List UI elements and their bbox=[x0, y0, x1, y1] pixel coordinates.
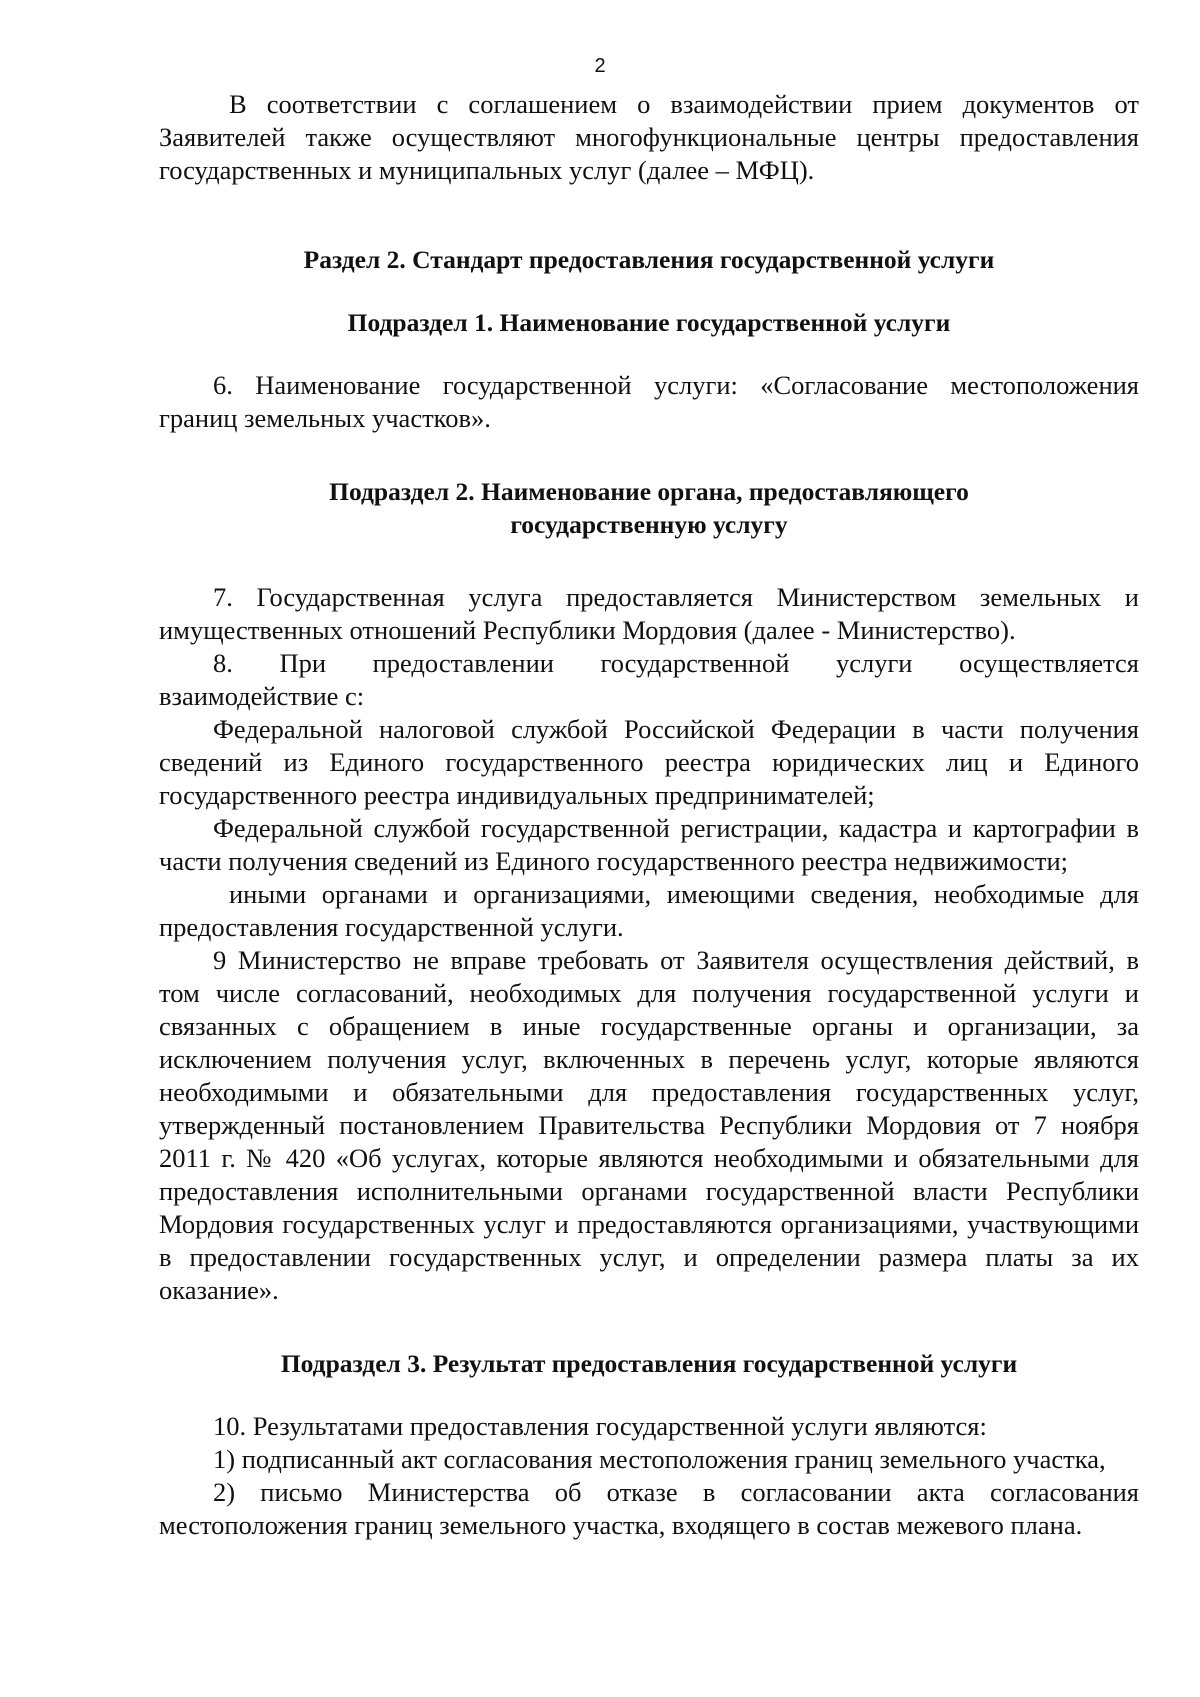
spacer bbox=[159, 1307, 1139, 1347]
spacer bbox=[159, 276, 1139, 306]
document-body bbox=[159, 88, 1139, 1542]
item-8-line-1: 8. При предоставлении государственной услуги осуществляется bbox=[213, 648, 1139, 678]
item-10-result-2: 2) письмо Министерства об отказе в согласовании акта согласования местоположения границ земельного участка, входящего в состав межевого плана. bbox=[159, 1477, 1139, 1540]
page-number: 2 bbox=[594, 55, 606, 77]
item-8-registration-service: Федеральной службой государственной регистрации, кадастра и картографии в части получения сведений из Единого государственного реестра недвижимости; bbox=[159, 813, 1139, 876]
spacer bbox=[159, 339, 1139, 369]
item-7-paragraph: 7. Государственная услуга предоставляется Министерством земельных и имущественных отношений Республики Мордовия (далее - Министерство). bbox=[159, 582, 1139, 645]
item-8-tax-service: Федеральной налоговой службой Российской Федерации в части получения сведений из Единого государственного реестра юридических лиц и Единого государственного реестра индивидуальных предпринимателей; bbox=[159, 714, 1139, 810]
item-6-paragraph: 6. Наименование государственной услуги: «Согласование местоположения границ земельных участков». bbox=[159, 370, 1139, 433]
item-8-other-bodies: иными органами и организациями, имеющими сведения, необходимые для предоставления государственной услуги. bbox=[159, 879, 1139, 942]
spacer bbox=[159, 1380, 1139, 1410]
item-10-paragraph: 10. Результатами предоставления государственной услуги являются: bbox=[213, 1411, 987, 1441]
subsection-1-heading: Подраздел 1. Наименование государственной услуги bbox=[347, 308, 951, 337]
intro-paragraph: В соответствии с соглашением о взаимодействии прием документов от Заявителей также осуществляют многофункциональные центры предоставления государственных и муниципальных услуг (далее – МФЦ). bbox=[159, 89, 1139, 185]
section-2-heading: Раздел 2. Стандарт предоставления государственной услуги bbox=[303, 245, 995, 274]
item-9-paragraph: 9 Министерство не вправе требовать от Заявителя осуществления действий, в том числе согласований, необходимых для получения государственной услуги и связанных с обращением в иные государственные органы и организации, за исключением получения услуг, включенных в перечень услуг, которые являются необходимыми и обязательными для предоставления государственных услуг, утвержденный постановлением Правительства Республики Мордовия от 7 ноября 2011 г. № 420 «Об услугах, которые являются необходимыми и обязательными для предоставления исполнительными органами государственной власти Республики Мордовия государственных услуг и предоставляются организациями, участвующими в предоставлении государственных услуг, и определении размера платы за их оказание». bbox=[159, 945, 1139, 1305]
subsection-2-heading-line-2: государственную услугу bbox=[510, 510, 788, 539]
spacer bbox=[159, 187, 1139, 243]
subsection-3-heading: Подраздел 3. Результат предоставления государственной услуги bbox=[280, 1349, 1018, 1378]
subsection-2-heading-line-1: Подраздел 2. Наименование органа, предоставляющего bbox=[329, 477, 969, 506]
spacer bbox=[159, 541, 1139, 581]
spacer bbox=[159, 435, 1139, 475]
item-10-result-1: 1) подписанный акт согласования местоположения границ земельного участка, bbox=[213, 1444, 1106, 1474]
item-8-line-2: взаимодействие с: bbox=[159, 681, 365, 711]
